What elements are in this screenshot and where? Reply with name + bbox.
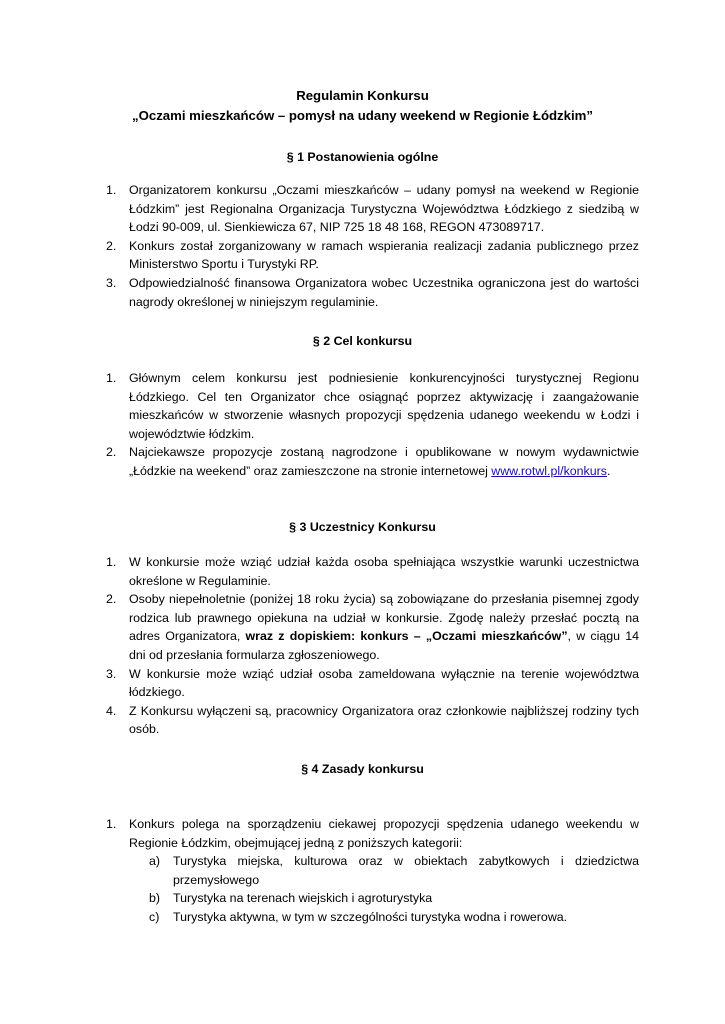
item-number: 2. — [106, 592, 117, 607]
item-text-bold: wraz z dopiskiem: konkurs – „Oczami mieszkańców” — [245, 629, 568, 644]
list-item — [106, 443, 639, 480]
list-item — [106, 815, 639, 927]
item-number: 1. — [106, 555, 117, 569]
list-item — [106, 702, 639, 739]
list-item — [106, 590, 639, 664]
item-text-end: . — [606, 463, 611, 478]
item-number: 1. — [106, 371, 117, 385]
item-number: 2. — [106, 445, 117, 460]
category-item — [149, 908, 639, 927]
document-subtitle: „Oczami mieszkańców – pomysł na udany weekend w Regionie Łódzkim” — [132, 108, 593, 123]
list-item — [106, 237, 639, 274]
item-text: Odpowiedzialność finansowa Organizatora wobec Uczestnika ograniczona jest do wartości nagrody określonej w niniejszym regulaminie. — [129, 275, 639, 309]
item-text: Konkurs polega na sporządzeniu ciekawej propozycji spędzenia udanego weekendu w Regionie Łódzkim, obejmującej jedną z poniższych kategorii: — [129, 817, 639, 850]
category-letter: b) — [149, 891, 161, 906]
item-text: Osoby niepełnoletnie (poniżej 18 roku życia) są zobowiązane do przesłania pisemnej zgody rodzica lub prawnego opiekuna na udział w konkursie. Zgodę należy przesłać pocztą na adres Organizatora, — [129, 592, 639, 644]
item-number: 2. — [106, 238, 117, 253]
list-item — [106, 369, 639, 443]
item-text: Z Konkursu wyłączeni są, pracownicy Organizatora oraz członkowie najbliższej rodziny tych osób. — [129, 703, 639, 737]
list-item — [106, 553, 639, 590]
section-3-list — [106, 553, 639, 739]
section-3-heading: § 3 Uczestnicy Konkursu — [289, 520, 436, 534]
category-item — [149, 889, 639, 908]
item-text: Konkurs został zorganizowany w ramach wspierania realizacji zadania publicznego przez Ministerstwo Sportu i Turystyki RP. — [129, 238, 639, 272]
section-1-list — [106, 181, 639, 311]
section-4-list — [106, 815, 639, 927]
list-item — [106, 665, 639, 702]
item-number: 3. — [106, 666, 117, 681]
category-letter: c) — [149, 909, 160, 924]
category-text: Turystyka na terenach wiejskich i agroturystyka — [173, 891, 433, 906]
konkurs-website-link[interactable]: www.rotwl.pl/konkurs — [491, 463, 607, 478]
item-number: 3. — [106, 275, 117, 290]
item-text: Najciekawsze propozycje zostaną nagrodzone i opublikowane w nowym wydawnictwie „Łódzkie na weekend” oraz zamieszczone na stronie internetowej — [129, 445, 639, 478]
item-number: 1. — [106, 817, 117, 831]
item-number: 1. — [106, 183, 117, 197]
list-item — [106, 181, 639, 237]
category-letter: a) — [149, 854, 161, 869]
item-text: Głównym celem konkursu jest podniesienie konkurencyjności turystycznej Regionu Łódzkiego. Cel ten Organizator chce osiągnąć poprzez aktywizację i zaangażowanie mieszkańców w stworzenie własnych propozycji spędzenia udanego weekendu w Łodzi i województwie łódzkim. — [129, 371, 639, 441]
list-item — [106, 274, 639, 311]
section-1-heading: § 1 Postanowienia ogólne — [286, 150, 439, 164]
section-4-heading: § 4 Zasady konkursu — [301, 762, 424, 776]
item-number: 4. — [106, 703, 117, 718]
section-2-list — [106, 369, 639, 481]
category-text: Turystyka aktywna, w tym w szczególności turystyka wodna i rowerowa. — [173, 909, 568, 924]
item-text: W konkursie może wziąć udział każda osoba spełniająca wszystkie warunki uczestnictwa określone w Regulaminie. — [129, 555, 639, 588]
item-text-end: , w ciągu 14 dni od przesłania formularza zgłoszeniowego. — [129, 629, 640, 662]
category-item — [149, 852, 639, 889]
category-text: Turystyka miejska, kulturowa oraz w obiektach zabytkowych i dziedzictwa przemysłowego — [173, 854, 639, 887]
item-text: Organizatorem konkursu „Oczami mieszkańców – udany pomysł na weekend w Regionie Łódzkim” jest Regionalna Organizacja Turystyczna Województwa Łódzkiego z siedzibą w Łodzi 90-009, ul. Sienkiewicza 67, NIP 725 18 48 168, REGON 473089717. — [129, 183, 639, 235]
item-text: W konkursie może wziąć udział osoba zameldowana wyłącznie na terenie województwa łódzkiego. — [129, 666, 639, 700]
category-list — [129, 852, 639, 926]
section-2-heading: § 2 Cel konkursu — [312, 334, 413, 348]
document-title: Regulamin Konkursu — [296, 88, 429, 103]
